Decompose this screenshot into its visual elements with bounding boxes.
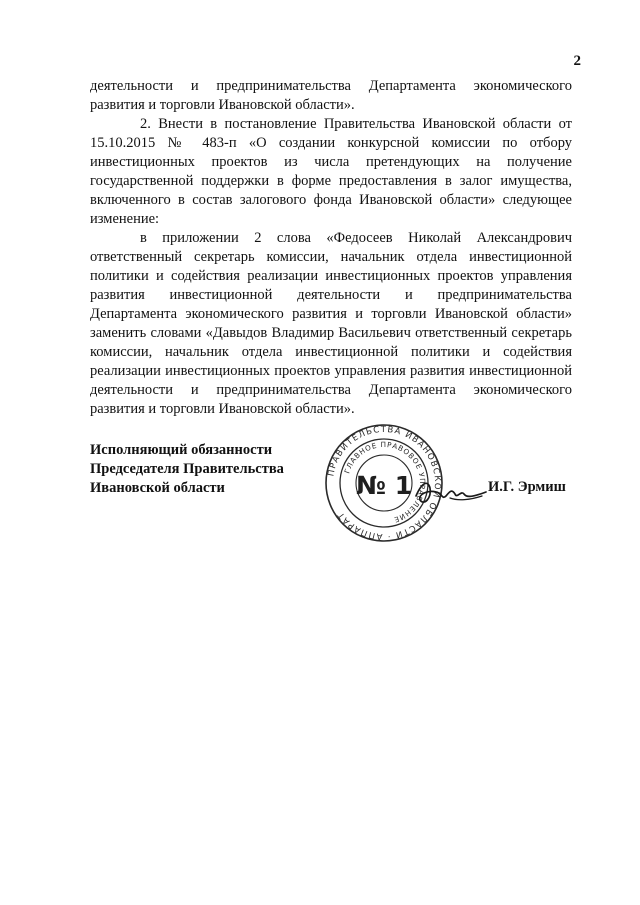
paragraph-amendment: в приложении 2 слова «Федосеев Николай Александрович ответственный секретарь комиссии, начальник отдела инвестиционной политики и содействия реализации инвестиционных проектов управления развития инвестиционной деятельности и предпринимательства Департамента экономического развития и торговли Ивановской области» заменить словами «Давыдов Владимир Васильевич ответственный секретарь комиссии, начальник отдела инвестиционной политики и содействия реализации инвестиционных проектов управления развития инвестиционной деятельности и предпринимательства Департамента экономического развития и торговли Ивановской области». (90, 230, 572, 417)
stamp-inner-ring-text: ГЛАВНОЕ ПРАВОВОЕ УПРАВЛЕНИЕ (342, 439, 428, 525)
signatory-title-line: Исполняющий обязанности (90, 442, 273, 458)
stamp-number: № 1 (355, 471, 413, 500)
document-body (90, 77, 572, 419)
page-number: 2 (573, 53, 581, 69)
signatory-name: И.Г. Эрмиш (488, 479, 566, 495)
signatory-title-line: Председателя Правительства (90, 461, 284, 477)
signatory-title (90, 441, 284, 498)
handwritten-signature (412, 474, 490, 514)
signatory-title-line: Ивановской области (90, 480, 225, 496)
stamp-ring-text: ПРАВИТЕЛЬСТВА ИВАНОВСКОЙ ОБЛАСТИ · АППАРАТ (326, 424, 443, 542)
paragraph-item-2: 2. Внести в постановление Правительства Ивановской области от 15.10.2015 № 483-п «О создании конкурсной комиссии по отбору инвестиционных проектов из числа претендующих на получение государственной поддержки в форме предоставления в залог имущества, включенного в состав залогового фонда Ивановской области» следующее изменение: (90, 116, 572, 227)
paragraph-continuation: деятельности и предпринимательства Департамента экономического развития и торговли Ивановской области». (90, 78, 572, 113)
